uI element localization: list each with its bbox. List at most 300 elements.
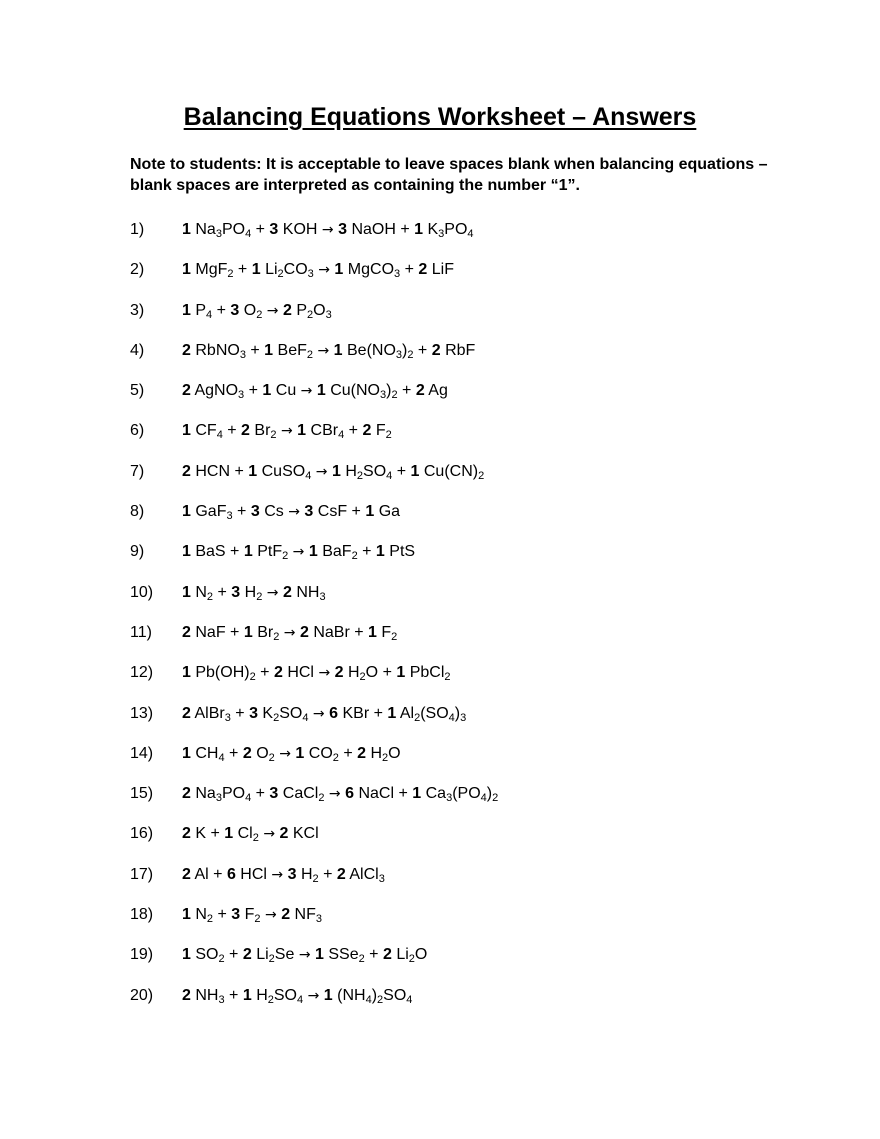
equation-row (130, 663, 770, 703)
equation-term (297, 422, 345, 442)
chemical-formula (287, 664, 314, 681)
coefficient: 6 (345, 785, 355, 803)
coefficient: 2 (182, 623, 191, 641)
equation-term (411, 463, 485, 480)
equation-term (182, 463, 230, 480)
equation-body: 2 NaF + 1 $Br_2 \to 2$ NaBr + 1 $F_2$ (182, 623, 398, 643)
chemical-formula (262, 705, 308, 722)
equation-number: 15) (130, 785, 154, 803)
equation-term (262, 382, 296, 399)
formula-subscript: 3 (224, 711, 231, 724)
equation-term (283, 302, 332, 319)
formula-text: CsF (317, 503, 348, 521)
equation-term (243, 745, 275, 762)
equation-row (130, 341, 770, 381)
equation-term (182, 221, 251, 238)
coefficient: 1 (224, 825, 234, 843)
chemical-formula (237, 825, 259, 845)
formula-subscript: 2 (414, 711, 421, 724)
coefficient: 2 (415, 382, 425, 400)
coefficient: 1 (182, 664, 191, 682)
formula-text: O (313, 301, 326, 319)
equation-body: 1 $Pb(OH)_2 + 2$ HCl → 2 $H_2O + 1$ PbCl$_2$ (182, 664, 451, 684)
chemical-formula (195, 987, 224, 1004)
equation-row (130, 704, 770, 744)
coefficient: 1 (182, 301, 191, 319)
reaction-arrow-icon: → (328, 786, 341, 803)
chemical-formula (195, 342, 246, 359)
reaction-arrow-icon: → (318, 665, 331, 682)
formula-text: H (256, 986, 268, 1004)
chemical-formula (240, 866, 267, 883)
formula-subscript: 2 (358, 953, 365, 966)
chemical-formula (195, 221, 251, 238)
chemical-formula (256, 946, 295, 966)
equation-term (230, 302, 262, 319)
formula-subscript: 4 (305, 469, 312, 482)
chemical-formula (194, 705, 230, 722)
equation-term (244, 624, 279, 641)
formula-subscript: 2 (492, 792, 499, 805)
coefficient: 1 (297, 422, 307, 440)
equation-term (224, 825, 259, 845)
equation-body: 2 $NH_3 + 1$ $H_2SO_4 \to 1$ $(NH_4)_2SO_4$ (182, 986, 413, 1006)
coefficient: 1 (331, 462, 341, 480)
coefficient: 1 (412, 785, 422, 803)
coefficient: 3 (269, 785, 279, 803)
formula-text: H (347, 664, 360, 682)
formula-subscript: 2 (356, 469, 364, 482)
chemical-formula (194, 382, 245, 402)
chemical-formula (294, 906, 322, 926)
equation-term (182, 705, 231, 722)
coefficient: 1 (396, 664, 406, 682)
chemical-formula (381, 624, 397, 641)
formula-subscript: 2 (252, 832, 259, 845)
equation-term (182, 987, 225, 1004)
formula-subscript: 3 (238, 389, 245, 402)
formula-text: Al (194, 865, 209, 883)
formula-subscript: 2 (227, 268, 234, 281)
equation-row (130, 220, 770, 260)
formula-subscript: 3 (215, 792, 222, 805)
chemical-formula (278, 342, 313, 359)
formula-subscript: 3 (325, 308, 332, 321)
formula-text: NaCl (358, 785, 395, 803)
equation-term (300, 624, 350, 641)
equation-term (412, 785, 499, 805)
equation-body: 2 AlBr$_3$ + 3 $K_2SO_4 \to 6$ KBr + 1 $Al_2(SO_4)_3$ (182, 704, 467, 724)
chemical-formula (318, 503, 347, 520)
chemical-formula (396, 946, 428, 966)
equation-term (182, 946, 225, 966)
formula-subscript: 2 (478, 469, 485, 482)
coefficient: 2 (382, 946, 392, 964)
formula-subscript: 2 (359, 671, 366, 684)
reaction-arrow-icon: → (271, 866, 284, 883)
equation-term (251, 503, 284, 520)
coefficient: 2 (241, 422, 250, 440)
chemical-formula (195, 422, 223, 442)
coefficient: 2 (336, 865, 346, 883)
equation-row (130, 986, 770, 1026)
equation-body: 2 K + 1 $Cl_2 \to 2$ KCl (182, 825, 319, 845)
formula-text: BeF (277, 341, 307, 359)
coefficient: 3 (230, 301, 240, 319)
formula-subscript: 4 (245, 792, 252, 805)
chemical-formula (375, 422, 392, 442)
equation-term (315, 946, 365, 966)
formula-subscript: 4 (467, 228, 474, 240)
coefficient: 1 (182, 261, 191, 279)
chemical-formula (195, 543, 225, 560)
equation-number: 9) (130, 543, 145, 561)
formula-subscript: 4 (245, 228, 252, 240)
equation-number: 7) (130, 462, 145, 480)
formula-subscript: 2 (318, 792, 325, 805)
equation-row (130, 301, 770, 341)
chemical-formula (195, 503, 233, 523)
chemical-formula (296, 302, 331, 319)
formula-subscript: 4 (386, 469, 393, 482)
formula-text: SO (273, 986, 297, 1004)
formula-text: SO (383, 986, 407, 1004)
formula-text: Pb(OH) (195, 664, 250, 682)
equation-row (130, 784, 770, 824)
formula-text: CO (308, 744, 333, 762)
equation-body: 2 AgNO$_3$ + 1 Cu → 1 $Cu(NO_3)_2 + 2$ Ag (182, 382, 448, 402)
formula-subscript: 4 (218, 751, 225, 764)
formula-text: SSe (328, 946, 359, 964)
equation-body: 2 RbNO$_3$ + 1 BeF$_2$ → 1 $Be(NO_3)_2 + 2$ RbF (182, 341, 476, 361)
formula-subscript: 2 (282, 550, 289, 563)
coefficient: 1 (295, 744, 305, 762)
equation-row (130, 905, 770, 945)
chemical-formula (195, 825, 206, 842)
formula-subscript: 2 (407, 348, 414, 361)
equation-term (248, 463, 311, 480)
chemical-formula (244, 302, 263, 319)
equation-term (182, 745, 225, 762)
equation-number: 16) (130, 825, 154, 843)
coefficient: 1 (308, 543, 318, 561)
formula-text: AlBr (194, 704, 225, 722)
formula-text: Al (399, 704, 415, 722)
reaction-arrow-icon: → (298, 947, 311, 964)
reaction-arrow-icon: → (265, 907, 277, 924)
formula-text: LiF (431, 261, 454, 279)
formula-text: (NH (337, 986, 366, 1004)
coefficient: 2 (182, 825, 191, 843)
formula-text: F (375, 422, 386, 440)
equation-term (241, 422, 277, 442)
formula-text: RbF (445, 341, 476, 359)
equation-row (130, 744, 770, 784)
chemical-formula (195, 584, 213, 601)
equation-term (334, 664, 379, 684)
formula-text: BaS (195, 543, 226, 561)
equation-term (283, 584, 326, 601)
reaction-arrow-icon: → (288, 504, 300, 521)
equation-body: 1 $N_2 + 3$ $F_2 \to 2$ $NF_3$ (182, 906, 322, 926)
chemical-formula (313, 624, 349, 641)
equation-term (338, 221, 396, 238)
reaction-arrow-icon: → (312, 705, 325, 722)
chemical-formula (195, 906, 214, 926)
coefficient: 1 (182, 422, 191, 440)
chemical-formula (347, 664, 379, 684)
formula-text: ) (454, 704, 461, 722)
equation-term (432, 342, 476, 359)
formula-subscript: 4 (206, 308, 213, 321)
coefficient: 1 (182, 946, 191, 964)
formula-text: Na (195, 785, 216, 803)
formula-subscript: 4 (302, 711, 309, 724)
formula-text: N (195, 906, 207, 924)
coefficient: 2 (357, 744, 367, 762)
equation-row (130, 865, 770, 905)
chemical-formula (195, 745, 224, 762)
formula-text: (PO (452, 785, 481, 803)
formula-subscript: 2 (444, 671, 451, 684)
formula-subscript: 2 (391, 630, 398, 643)
chemical-formula (195, 664, 256, 684)
formula-subscript: 2 (267, 993, 274, 1006)
coefficient: 1 (251, 261, 261, 279)
formula-text: CuSO (261, 462, 306, 480)
equation-term (308, 543, 358, 563)
note-to-students: Note to students: It is acceptable to leave spaces blank when balancing equations – blank spaces are interpreted as containing the number “1”. (130, 156, 768, 194)
coefficient: 1 (316, 382, 326, 400)
formula-text: Cu(CN) (423, 462, 479, 480)
equation-term (243, 543, 289, 563)
chemical-formula (256, 987, 303, 1004)
coefficient: 1 (414, 221, 424, 238)
equation-number: 17) (130, 865, 154, 883)
reaction-arrow-icon: → (321, 222, 334, 238)
formula-subscript: 4 (297, 993, 304, 1006)
formula-text: NaBr (313, 623, 350, 641)
coefficient: 1 (375, 543, 385, 561)
chemical-formula (265, 261, 314, 281)
coefficient: 2 (182, 382, 191, 400)
formula-text: Br (254, 422, 271, 440)
equation-term (227, 866, 267, 883)
formula-subscript: 4 (480, 792, 487, 805)
chemical-formula (328, 946, 365, 966)
coefficient: 3 (287, 865, 297, 883)
chemical-formula (195, 302, 212, 319)
formula-subscript: 3 (226, 510, 233, 523)
coefficient: 2 (431, 341, 441, 359)
equation-term (182, 785, 252, 805)
formula-text: KOH (282, 221, 318, 238)
formula-subscript: 2 (254, 913, 261, 926)
coefficient: 1 (182, 583, 191, 601)
coefficient: 1 (242, 986, 252, 1004)
formula-subscript: 4 (216, 429, 223, 442)
chemical-formula (342, 705, 369, 722)
equation-term (362, 422, 392, 442)
chemical-formula (194, 866, 208, 883)
formula-text: ) (371, 986, 378, 1004)
formula-text: Se (274, 946, 295, 964)
reaction-arrow-icon: → (280, 423, 293, 440)
chemical-formula (293, 825, 319, 842)
formula-text: NaOH (351, 221, 396, 238)
reaction-arrow-icon: → (317, 342, 330, 359)
formula-text: Ag (428, 382, 448, 400)
formula-text: O (365, 664, 379, 682)
formula-subscript: 2 (377, 993, 384, 1006)
formula-text: PO (221, 785, 246, 803)
reaction-arrow-icon: → (315, 463, 328, 480)
equation-term (182, 261, 234, 281)
coefficient: 6 (226, 865, 236, 883)
formula-text: AgNO (194, 382, 239, 400)
chemical-formula (351, 221, 395, 238)
formula-subscript: 2 (382, 751, 389, 764)
equation-row (130, 421, 770, 461)
equation-term (280, 825, 319, 842)
chemical-formula (282, 785, 325, 805)
equation-number: 18) (130, 906, 154, 924)
formula-subscript: 2 (351, 550, 358, 563)
coefficient: 2 (182, 341, 191, 359)
formula-text: Li (256, 946, 269, 964)
coefficient: 1 (182, 503, 191, 521)
coefficient: 6 (329, 704, 339, 722)
equation-term (182, 664, 256, 684)
equation-term (182, 825, 206, 842)
formula-text: K (262, 704, 274, 722)
equation-row (130, 462, 770, 502)
coefficient: 1 (387, 704, 397, 722)
formula-text: Li (396, 946, 409, 964)
formula-text: O (243, 301, 257, 319)
formula-text: Br (257, 623, 274, 641)
equation-list (130, 220, 770, 1026)
equation-term (329, 705, 369, 722)
formula-subscript: 3 (319, 590, 326, 603)
equation-number: 20) (130, 986, 154, 1004)
equation-term (368, 624, 397, 641)
coefficient: 2 (282, 583, 292, 601)
chemical-formula (195, 261, 234, 281)
chemical-formula (425, 785, 499, 805)
coefficient: 3 (250, 503, 260, 521)
equation-term (396, 664, 451, 684)
coefficient: 1 (368, 623, 377, 641)
coefficient: 2 (242, 946, 252, 964)
chemical-formula (296, 584, 325, 601)
equation-number: 12) (130, 664, 154, 682)
formula-text: P (195, 301, 207, 319)
coefficient: 1 (410, 462, 420, 480)
equation-term (357, 745, 401, 762)
coefficient: 3 (231, 906, 241, 924)
formula-subscript: 3 (215, 228, 222, 240)
formula-text: SO (279, 704, 303, 722)
equation-term (324, 987, 413, 1004)
formula-text: MgCO (347, 261, 395, 279)
formula-subscript: 3 (446, 792, 453, 805)
formula-subscript: 4 (406, 993, 413, 1006)
coefficient: 1 (365, 503, 375, 521)
coefficient: 2 (273, 664, 283, 682)
chemical-formula (337, 987, 412, 1004)
coefficient: 2 (242, 744, 252, 762)
equation-term (231, 584, 262, 601)
formula-subscript: 3 (380, 389, 387, 402)
chemical-formula (424, 463, 484, 480)
equation-number: 6) (130, 422, 145, 440)
formula-text: Cu (275, 382, 297, 400)
equation-term (182, 302, 212, 319)
coefficient: 3 (249, 704, 258, 722)
equation-row (130, 583, 770, 623)
coefficient: 2 (182, 462, 191, 480)
formula-text: SO (195, 946, 219, 964)
equation-term (365, 503, 400, 520)
formula-text: KCl (292, 825, 319, 843)
equation-body: 1 $SO_2 + 2$ $Li_2Se \to 1$ SSe$_2$ + 2 $Li_2O$ (182, 946, 428, 966)
equation-term (345, 785, 394, 802)
chemical-formula (428, 382, 448, 399)
coefficient: 3 (338, 221, 347, 238)
coefficient: 2 (281, 906, 291, 924)
chemical-formula (301, 866, 319, 883)
equation-term (182, 342, 246, 359)
coefficient: 1 (323, 986, 333, 1004)
coefficient: 2 (182, 865, 191, 883)
chemical-formula (276, 382, 296, 399)
chemical-formula (264, 503, 284, 520)
equation-term (251, 261, 314, 281)
coefficient: 2 (182, 704, 191, 722)
coefficient: 1 (248, 462, 258, 480)
equation-body: 1 $Na_3PO_4 + 3$ KOH → 3 NaOH + 1 $K_3PO_4$ (182, 221, 474, 240)
equation-row (130, 623, 770, 663)
equation-number: 19) (130, 946, 154, 964)
equation-row (130, 502, 770, 542)
formula-subscript: 2 (206, 590, 214, 603)
equation-term (231, 906, 261, 926)
chemical-formula (432, 261, 454, 278)
equation-row (130, 260, 770, 300)
formula-text: Be(NO (347, 341, 396, 359)
equation-number: 11) (130, 623, 152, 641)
formula-text: O (414, 946, 428, 964)
equation-term (295, 745, 338, 762)
equation-term (382, 946, 428, 966)
formula-text: Ca (425, 785, 447, 803)
chemical-formula (428, 221, 474, 238)
equation-body: 2 $Na_3PO_4 + 3$ CaCl$_2$ → 6 NaCl + 1 $Ca_3(PO_4)_2$ (182, 785, 499, 805)
formula-text: PO (444, 221, 468, 238)
equation-row (130, 824, 770, 864)
equation-term (418, 261, 454, 278)
formula-text: PtS (389, 543, 416, 561)
coefficient: 1 (182, 221, 191, 238)
formula-subscript: 2 (273, 630, 280, 643)
equation-term (316, 382, 398, 402)
formula-text: NH (296, 583, 320, 601)
formula-subscript: 3 (394, 268, 401, 281)
chemical-formula (195, 946, 225, 966)
equation-body: 1 $P_4 + 3$ $O_2 \to 2$ $P_2O_3$ (182, 301, 332, 321)
formula-subscript: 2 (206, 913, 214, 926)
